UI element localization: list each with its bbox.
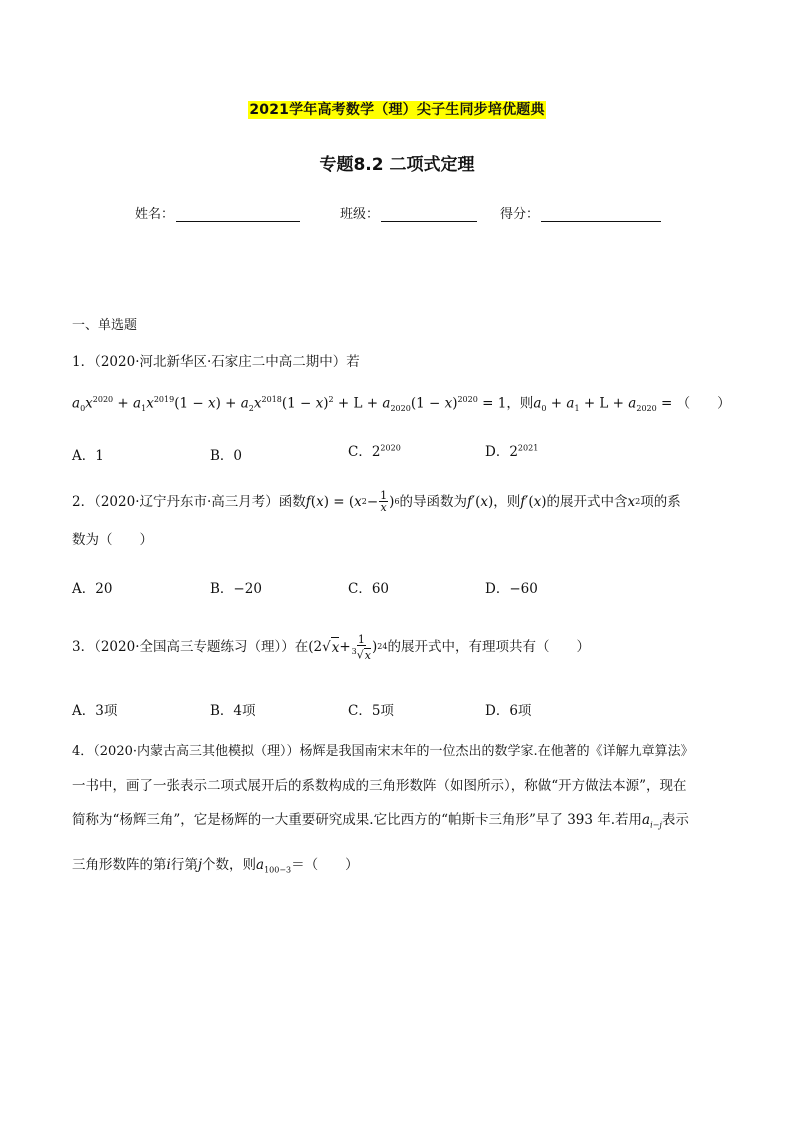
q2-option-b[interactable]: B．−20	[210, 581, 262, 597]
q3-option-b[interactable]: B．4项	[210, 703, 256, 719]
q4-line1: 4．（2020·内蒙古高三其他模拟（理））杨辉是我国南宋末年的一位杰出的数学家.在他著的《详解九章算法》	[72, 744, 694, 759]
q2-stem: 2．（2020·辽宁丹东市·高三月考）函数 f ( x ) = ( x 2 − $\frac{1}{x}$ ) 6 的导函数为 f ′( x ) ，则 f ′( x ) 的展开式中含 x 2 项的系	[72, 489, 681, 514]
q2-option-a[interactable]: A．20	[72, 581, 113, 597]
q1-option-a[interactable]: A．1	[72, 448, 104, 464]
q2-option-d[interactable]: D．−60	[485, 581, 538, 597]
q4-line3: 简称为“杨辉三角”，它是杨辉的一大重要研究成果.它比西方的“帕斯卡三角形”早了 393 年.若用$a_{i-j}$表示	[72, 812, 689, 830]
q1-stem: 1．（2020·河北新华区·石家庄二中高二期中）若	[72, 354, 360, 370]
q3-stem: 3．（2020·全国高三专题练习（理））在 (2√ x + $\frac{1}{^3√x}$ ) 24 的展开式中，有理项共有（ ）	[72, 633, 590, 662]
q1-option-b[interactable]: B．0	[210, 448, 243, 464]
section-title: 一、单选题	[72, 318, 138, 333]
q3-option-c[interactable]: C．5项	[348, 703, 394, 719]
q1-formula: $a_0x^{2020} + a_1x^{2019}(1 - x) + a_2x^{2018}(1 - x)^2 + L + a_{2020}(1 - x)^{2020} = 1$，则$a_0 + a_1 + L + a_{2020}$ = （ ）	[72, 395, 731, 414]
series-title: 2021学年高考数学（理）尖子生同步培优题典	[249, 102, 545, 118]
q4-line2: 一书中，画了一张表示二项式展开后的系数构成的三角形数阵（如图所示），称做“开方做法本源”，现在	[72, 778, 687, 794]
q4-line4: 三角形数阵的第i行第j个数，则$a_{100-3}=$（ ）	[72, 857, 359, 875]
q1-option-c[interactable]: C．$2^{2020}$	[348, 443, 401, 460]
q3-option-d[interactable]: D．6项	[485, 703, 532, 719]
class-field[interactable]: 班级：	[340, 203, 477, 222]
topic-title: 专题8.2 二项式定理	[319, 155, 475, 175]
name-field[interactable]: 姓名：	[135, 203, 300, 222]
q3-option-a[interactable]: A．3项	[72, 703, 118, 719]
score-field[interactable]: 得分：	[500, 203, 661, 222]
q2-option-c[interactable]: C．60	[348, 581, 390, 597]
q1-option-d[interactable]: D．$2^{2021}$	[485, 443, 539, 460]
q2-stem-line2: 数为（ ）	[72, 532, 153, 548]
